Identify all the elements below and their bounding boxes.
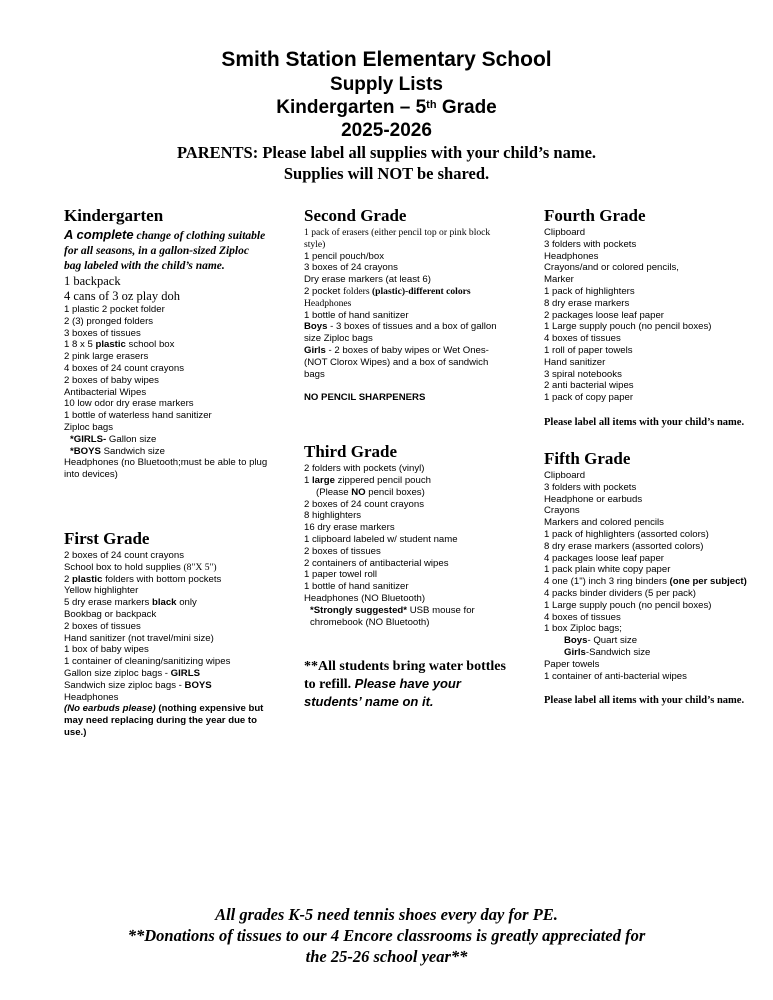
list-item: Marker bbox=[544, 274, 574, 286]
grade-range-sup: th bbox=[426, 99, 437, 111]
footer-line3: the 25-26 school year** bbox=[305, 947, 468, 966]
list-item: 1 box of baby wipes bbox=[64, 644, 149, 656]
list-item: 2 containers of antibacterial wipes bbox=[304, 557, 449, 569]
kindergarten-section bbox=[64, 205, 269, 481]
list-item bbox=[64, 562, 269, 574]
clothing-note-rest: change of clothing suitable for all seasons, in a gallon-sized Ziploc bag labeled with the child’s name. bbox=[64, 230, 266, 272]
list-item: Headphones bbox=[544, 250, 599, 262]
list-item: Headphones (NO Bluetooth) bbox=[304, 592, 426, 604]
list-item: 1 box Ziploc bags; bbox=[544, 623, 622, 635]
item-text: Gallon size bbox=[106, 433, 157, 445]
item-emphasis: plastic bbox=[72, 573, 103, 585]
list-item: Clipboard bbox=[544, 469, 586, 481]
list-item: 1 bottle of hand sanitizer bbox=[304, 309, 409, 321]
item-emphasis: GIRLS bbox=[170, 667, 200, 679]
item-emphasis: large bbox=[312, 474, 335, 486]
school-name: Smith Station Elementary School bbox=[221, 48, 552, 71]
item-emphasis: NO bbox=[351, 486, 366, 498]
list-item: 3 spiral notebooks bbox=[544, 368, 622, 380]
item-text: 4 one (1") inch 3 ring binders bbox=[544, 576, 670, 588]
list-item: Crayons/and or colored pencils, bbox=[544, 262, 679, 274]
list-item: Crayons bbox=[544, 505, 580, 517]
item-text: Sandwich size ziploc bags - bbox=[64, 679, 185, 691]
list-item: 1 clipboard labeled w/ student name bbox=[304, 533, 458, 545]
list-item: 2 anti bacterial wipes bbox=[544, 380, 634, 392]
list-item: 8 dry erase markers (assorted colors) bbox=[544, 540, 704, 552]
list-item: Hand sanitizer (not travel/mini size) bbox=[64, 632, 214, 644]
fourth-grade-section bbox=[544, 205, 749, 429]
list-item: Ziploc bags bbox=[64, 421, 114, 433]
parents-note-line1: PARENTS: Please label all supplies with your child’s name. bbox=[176, 143, 597, 162]
grade-range bbox=[0, 96, 773, 119]
item-emphasis: (plastic)-different colors bbox=[369, 285, 471, 297]
first-grade-title: First Grade bbox=[64, 528, 150, 548]
list-item: 1 bottle of waterless hand sanitizer bbox=[64, 410, 212, 422]
item-text: 1 bbox=[304, 474, 313, 486]
item-text: folders with bottom pockets bbox=[102, 573, 222, 585]
list-item: 2 boxes of tissues bbox=[64, 620, 141, 632]
grade-range-pre: Kindergarten – 5 bbox=[276, 97, 427, 118]
list-item: Headphones (no Bluetooth;must be able to plug into devices) bbox=[64, 457, 268, 481]
third-grade-section bbox=[304, 441, 509, 711]
list-item: Bookbag or backpack bbox=[64, 608, 157, 620]
column-middle bbox=[304, 205, 509, 711]
kindergarten-clothing-note bbox=[64, 227, 269, 274]
list-item: 2 pink large erasers bbox=[64, 351, 149, 363]
list-item bbox=[304, 605, 509, 629]
list-item bbox=[64, 680, 269, 692]
list-item: 16 dry erase markers bbox=[304, 522, 395, 534]
list-item: 2 folders with pockets (vinyl) bbox=[304, 463, 425, 475]
fifth-grade-section bbox=[544, 448, 749, 707]
list-item: Headphone or earbuds bbox=[544, 493, 643, 505]
list-item: Dry erase markers (at least 6) bbox=[304, 274, 431, 286]
list-item: 4 packages loose leaf paper bbox=[544, 552, 665, 564]
list-item: 8 highlighters bbox=[304, 510, 362, 522]
list-item: 1 backpack bbox=[64, 274, 121, 288]
list-item bbox=[64, 339, 269, 351]
second-grade-title: Second Grade bbox=[304, 206, 407, 225]
list-item bbox=[304, 475, 509, 487]
item-text: (nothing expensive but may need replacing during the year due to use.) bbox=[64, 703, 264, 738]
item-emphasis: *GIRLS- bbox=[70, 433, 107, 445]
list-item: Yellow highlighter bbox=[64, 585, 139, 597]
list-item: 1 pack of copy paper bbox=[544, 392, 634, 404]
item-emphasis: (No earbuds please) bbox=[64, 703, 156, 715]
item-emphasis: *BOYS bbox=[70, 445, 101, 457]
list-item: 1 pack of erasers (either pencil top or pink block style) bbox=[304, 227, 491, 250]
item-emphasis: Boys bbox=[564, 635, 588, 647]
water-note-text: **All students bring water bottles to refill. bbox=[304, 659, 506, 693]
item-emphasis: plastic bbox=[95, 339, 126, 351]
item-text: - Quart size bbox=[587, 635, 638, 647]
list-item: Headphones bbox=[304, 297, 352, 309]
item-text: zippered pencil pouch bbox=[334, 474, 431, 486]
second-grade-section bbox=[304, 205, 509, 404]
list-item: 3 folders with pockets bbox=[544, 481, 637, 493]
list-item: 3 boxes of tissues bbox=[64, 327, 141, 339]
item-emphasis: Girls bbox=[564, 646, 586, 658]
third-grade-title: Third Grade bbox=[304, 442, 398, 462]
list-item bbox=[544, 635, 749, 647]
list-item: 2 boxes of 24 count crayons bbox=[304, 498, 424, 510]
item-emphasis: Boys bbox=[304, 321, 328, 333]
item-emphasis: black bbox=[151, 597, 177, 609]
list-item bbox=[64, 668, 269, 680]
list-item: Markers and colored pencils bbox=[544, 517, 664, 529]
list-item: 1 pack of highlighters bbox=[544, 285, 635, 297]
item-text: Sandwich size bbox=[100, 445, 165, 457]
water-bottle-note bbox=[304, 658, 509, 711]
list-item: 2 (3) pronged folders bbox=[64, 315, 154, 327]
school-year: 2025-2026 bbox=[341, 120, 432, 141]
item-text: - 3 boxes of tissues and a box of gallon size Ziploc bags bbox=[304, 321, 497, 345]
fourth-grade-title: Fourth Grade bbox=[544, 206, 646, 225]
fifth-grade-title: Fifth Grade bbox=[544, 448, 631, 468]
list-item: 1 pack plain white copy paper bbox=[544, 564, 671, 576]
item-text: 2 bbox=[64, 573, 73, 585]
kindergarten-title: Kindergarten bbox=[64, 206, 164, 225]
list-item: 4 boxes of tissues bbox=[544, 333, 621, 345]
fourth-label-note: Please label all items with your child’s name. bbox=[544, 416, 745, 428]
list-item: 1 bottle of hand sanitizer bbox=[304, 581, 409, 593]
item-text: School box to hold supplies bbox=[64, 561, 184, 573]
list-item: 1 plastic 2 pocket folder bbox=[64, 304, 165, 315]
list-item: 4 packs binder dividers (5 per pack) bbox=[544, 587, 696, 599]
list-item: 2 boxes of tissues bbox=[304, 545, 381, 557]
list-item bbox=[64, 574, 269, 586]
list-item bbox=[64, 446, 269, 458]
list-item: 2 packages loose leaf paper bbox=[544, 309, 665, 321]
document-header bbox=[0, 47, 773, 184]
list-item: 1 Large supply pouch (no pencil boxes) bbox=[544, 599, 712, 611]
list-item: 10 low odor dry erase markers bbox=[64, 398, 194, 410]
item-emphasis: *Strongly suggested* bbox=[310, 604, 408, 616]
list-item bbox=[544, 647, 749, 659]
item-text: school box bbox=[125, 339, 175, 351]
list-item bbox=[544, 576, 749, 588]
document-subtitle: Supply Lists bbox=[330, 74, 443, 95]
list-item: 1 pencil pouch/box bbox=[304, 250, 385, 262]
list-item: 3 boxes of 24 crayons bbox=[304, 262, 398, 274]
list-item: Clipboard bbox=[544, 227, 586, 238]
fifth-label-note: Please label all items with your child’s name. bbox=[544, 695, 745, 707]
item-emphasis: Girls bbox=[304, 344, 326, 356]
first-grade-section bbox=[64, 528, 269, 739]
list-item: 1 paper towel roll bbox=[304, 569, 378, 581]
list-item: 4 boxes of 24 count crayons bbox=[64, 362, 184, 374]
item-text: Gallon size ziploc bags - bbox=[64, 667, 171, 679]
item-text: 1 8 x 5 bbox=[64, 339, 96, 351]
list-item: Paper towels bbox=[544, 658, 600, 670]
item-text: -Sandwich size bbox=[585, 646, 651, 658]
item-text: (8"X 5") bbox=[183, 561, 217, 573]
list-item: 8 dry erase markers bbox=[544, 297, 630, 309]
item-text: folders bbox=[342, 285, 370, 297]
item-text: 2 pocket bbox=[304, 285, 343, 297]
list-item: 4 boxes of tissues bbox=[544, 611, 621, 623]
no-sharpeners-note: NO PENCIL SHARPENERS bbox=[304, 392, 426, 404]
list-item: 2 boxes of 24 count crayons bbox=[64, 549, 184, 561]
list-item: 1 pack of highlighters (assorted colors) bbox=[544, 528, 709, 540]
item-text: - 2 boxes of baby wipes or Wet Ones-(NOT Clorox Wipes) and a box of sandwich bags bbox=[304, 344, 489, 380]
list-item: 4 cans of 3 oz play doh bbox=[64, 289, 180, 303]
item-text: only bbox=[176, 597, 197, 609]
list-item: 1 roll of paper towels bbox=[544, 344, 633, 356]
item-text: (Please bbox=[316, 486, 352, 498]
list-item: 1 container of cleaning/sanitizing wipes bbox=[64, 656, 231, 668]
list-item: Hand sanitizer bbox=[544, 356, 606, 368]
footer-line2: **Donations of tissues to our 4 Encore classrooms is greatly appreciated for bbox=[127, 926, 646, 945]
list-item: 1 Large supply pouch (no pencil boxes) bbox=[544, 321, 712, 333]
footer-line1: All grades K-5 need tennis shoes every day for PE. bbox=[215, 905, 558, 924]
list-item bbox=[304, 345, 509, 380]
item-text: USB mouse for chromebook (NO Bluetooth) bbox=[310, 604, 475, 628]
list-item bbox=[64, 434, 269, 446]
list-item: 3 folders with pockets bbox=[544, 238, 637, 250]
document-footer bbox=[0, 904, 773, 967]
list-item bbox=[304, 487, 509, 499]
list-item bbox=[304, 286, 509, 298]
list-item: Antibacterial Wipes bbox=[64, 386, 147, 398]
item-emphasis: (one per subject) bbox=[669, 576, 747, 588]
item-text: 5 dry erase markers bbox=[64, 597, 152, 609]
column-right bbox=[544, 205, 749, 707]
column-left bbox=[64, 205, 269, 739]
parents-note-line2: Supplies will NOT be shared. bbox=[283, 164, 490, 183]
list-item: Headphones bbox=[64, 691, 119, 703]
list-item bbox=[64, 597, 269, 609]
item-emphasis: BOYS bbox=[184, 679, 212, 691]
list-item: 2 boxes of baby wipes bbox=[64, 374, 159, 386]
clothing-note-lead: A complete bbox=[64, 227, 134, 242]
water-note-emphasis: Please have your students’ name on it. bbox=[304, 676, 461, 710]
list-item bbox=[64, 703, 269, 738]
item-text: pencil boxes) bbox=[365, 486, 425, 498]
list-item: 1 container of anti-bacterial wipes bbox=[544, 670, 687, 682]
grade-range-post: Grade bbox=[436, 97, 497, 118]
list-item bbox=[304, 321, 509, 345]
